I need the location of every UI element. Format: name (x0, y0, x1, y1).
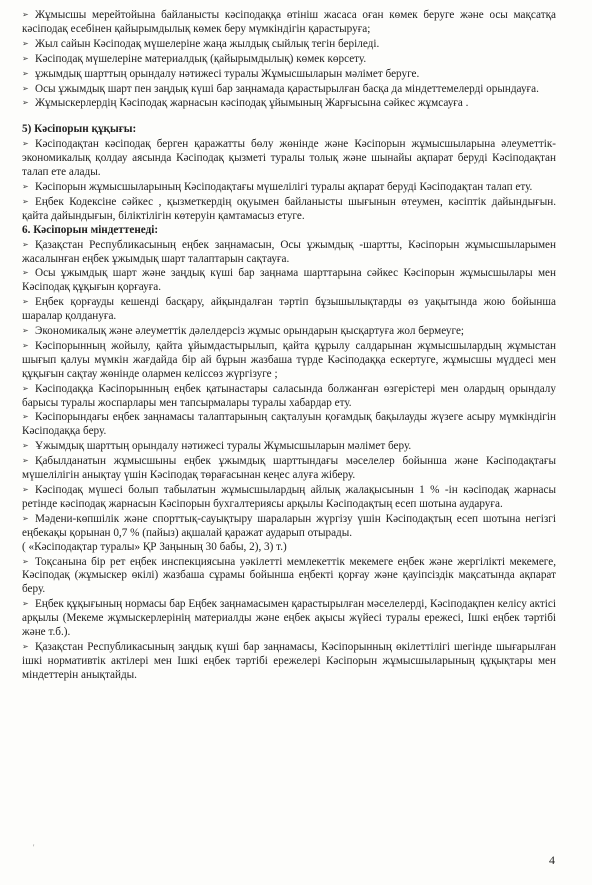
list-item-text: Экономикалық және әлеуметтік дәлелдерсіз жұмыс орындарын қысқартуға жол бермеуге; (35, 325, 465, 338)
list-item-text: Кәсіподақтан кәсіподақ берген қаражатты бөлу жөнінде және Кәсіпорын жұмысшыларына әлеуметтік-экономикалық қолдау аясында Кәсіподақ қызметі туралы толық және шынайы ақпарат беруді Кәсіподақтан талап ете алады. (22, 138, 556, 179)
bullet-arrow-icon: ➢ (22, 556, 29, 566)
bullet-arrow-icon: ➢ (22, 68, 29, 78)
section-5-list (22, 137, 556, 223)
bullet-arrow-icon: ➢ (22, 485, 29, 494)
list-item-text: Қабылданатын жұмысшыны еңбек ұжымдық шарттындағы мәселелер бойынша және Кәсіподақтағы мүшелілігін анықтау үшін Кәсіподақ төрағасынан кеңес алуға жіберу. (22, 455, 556, 482)
list-item-text: Кәсіпорынның жойылу, қайта ұйымдастырылып, қайта құрылу салдарынан жұмысшылардың жұмыстан шығып қалуы мүмкін жағдайда бір ай бұрын жазбаша түрде Кәсіподаққа ескертуге, жұмысшы мүддесі мен құқығын сақтау жөнінде олармен келіссөз жүргізуге ; (22, 339, 556, 380)
bullet-arrow-icon: ➢ (22, 441, 29, 451)
list-item (22, 8, 556, 37)
list-item (22, 439, 556, 454)
list-item-text: Жұмысшы мерейтойына байланысты кәсіподаққа өтініш жасаса оған көмек беруге және осы мақсатқа кәсіподақ есебінен қайырымдылық көмек беру мүмкіндігін қарастыруға; (22, 9, 556, 35)
list-item (22, 96, 556, 111)
list-item-text: Жыл сайын Кәсіподақ мүшелеріне жаңа жылдық сыйлық тегін беріледі. (35, 37, 380, 50)
bullet-arrow-icon: ➢ (22, 599, 29, 609)
section-6-list-continued (22, 555, 556, 683)
list-item (22, 597, 556, 640)
page-number: 4 (549, 853, 555, 867)
list-item-text: ұжымдық шарттың орындалу нәтижесі туралы Жұмысшыларын мәлімет беруге. (35, 67, 420, 80)
list-item-text: Кәсіподақ мүшесі болып табылатын жұмысшылардың айлық жалақысынын 1 % -ін кәсіподақ жарнасы ретінде кәсіподақ жарнасын Кәсіпорын бухгалтериясы арқылы Кәсіподақтың есеп шотына аударуға. (22, 484, 556, 510)
list-item-text: Еңбек Кодексіне сәйкес , қызметкердің оқуымен байланысты шығынын өтеумен, кәсіптік дайындығын. қайта дайындығын, біліктілігін көтеруін қамтамасыз етуге. (22, 195, 556, 222)
list-item (22, 483, 556, 512)
bullet-arrow-icon: ➢ (22, 340, 29, 350)
list-item-text: Осы ұжымдық шарт пен заңдық күші бар заңнамада қарастырылған басқа да міндеттемелерді орындауға. (35, 82, 539, 95)
list-item (22, 640, 556, 683)
list-item (22, 339, 556, 382)
bullet-arrow-icon: ➢ (22, 641, 29, 651)
list-item (22, 382, 556, 411)
list-item (22, 52, 556, 67)
list-item-text: Осы ұжымдық шарт және заңдық күші бар заңнама шарттарына сәйкес Кәсіпорын жұмысшылары мен Кәсіподақ құқығын қорғауға. (22, 267, 556, 294)
bullet-arrow-icon: ➢ (22, 412, 29, 422)
list-item (22, 410, 556, 439)
list-item-text: Еңбек қорғауды кешенді басқару, айқындалған тәртіп бұзышылықтарды өз уақытында жою бойынша шаралар қолдануға. (22, 296, 556, 323)
list-item (22, 454, 556, 483)
bullet-arrow-icon: ➢ (22, 83, 29, 93)
bullet-arrow-icon: ➢ (22, 10, 29, 19)
list-item (22, 37, 556, 52)
list-item (22, 180, 556, 195)
bullet-arrow-icon: ➢ (22, 196, 29, 206)
list-item-text: Ұжымдық шарттың орындалу нәтижесі туралы Жұмысшыларын мәлімет беру. (35, 440, 412, 453)
list-item-text: Қазақстан Республикасының еңбек заңнамасын, Осы ұжымдық -шартты, Кәсіпорын жұмысшыларымен жасалынған еңбек ұжымдық шарт талаптарын сақтауға. (22, 238, 556, 265)
list-item-text: Еңбек құқығының нормасы бар Еңбек заңнамасымен қарастырылған мәселелерді, Кәсіподақпен келісу актісі арқылы (Мекеме жұмыскерлерінің материалды және еңбек ақысы жүйесі туралы ережесі, Ішкі еңбек тәртібі және т.б.). (22, 598, 556, 639)
section-6-heading: 6. Кәсіпорын міндеттенеді: (22, 223, 159, 236)
list-item-text: Кәсіпорын жұмысшыларының Кәсіподақтағы мүшелілігі туралы ақпарат беруді Кәсіподақтан талап ету. (35, 180, 533, 193)
section-5-heading: 5) Кәсіпорын құқығы: (22, 123, 137, 136)
list-item (22, 324, 556, 339)
list-item-text: Кәсіподақ мүшелеріне материалдық (қайырымдылық) көмек көрсету. (35, 52, 367, 65)
bullet-arrow-icon: ➢ (22, 513, 29, 523)
bullet-arrow-icon: ➢ (22, 297, 29, 307)
list-item (22, 295, 556, 324)
document-body (22, 8, 556, 683)
bullet-arrow-icon: ➢ (22, 53, 29, 63)
section-6-list (22, 238, 556, 541)
law-reference: ( «Кәсіподақтар туралы» ҚР Заңының 30 бабы, 2), 3) т.) (22, 540, 287, 553)
list-item-text: Тоқсанына бір рет еңбек инспекциясына уәкілетті мемлекеттік мекемеге еңбек және жергілікті мекемеге, Кәсіподақ (жұмыскер өкілі) жазбаша сұрамы бойынша еңбекті қорғау және қауіпсіздік мақсатында ақпарат беру. (22, 555, 556, 596)
list-item-text: Қазақстан Республикасының заңдық күші бар заңнамасы, Кәсіпорынның өкілеттілігі шегінде шығарылған ішкі нормативтік актілері мен Ішкі еңбек тәртібі ережелері Кәсіпорын жұмысшыларының құқықтары мен міндеттерін анықтайды. (22, 640, 556, 681)
bullet-arrow-icon: ➢ (22, 98, 29, 108)
list-item-text: Кәсіпорындағы еңбек заңнамасы талаптарының сақталуын қоғамдық бақылауды жүзеге асыру мүмкіндігін Кәсіподаққа беру. (22, 411, 556, 438)
section-gap (22, 111, 556, 123)
list-item-text: Кәсіподаққа Кәсіпорынның еңбек қатынастары саласында болжанған өзгерістері мен олардың орындалу барысы туралы жоспарлары мен тапсырмалары туралы хабардар ету. (22, 382, 556, 409)
list-item (22, 195, 556, 224)
bullet-arrow-icon: ➢ (22, 383, 29, 393)
list-item (22, 266, 556, 295)
list-item (22, 238, 556, 267)
bullet-arrow-icon: ➢ (22, 38, 29, 48)
list-item (22, 82, 556, 97)
bullet-arrow-icon: ➢ (22, 326, 29, 336)
list-item (22, 67, 556, 82)
bullet-arrow-icon: ➢ (22, 239, 29, 249)
section-4-list (22, 8, 556, 111)
bullet-arrow-icon: ➢ (22, 268, 29, 278)
list-item-text: Мәдени-көпшілік және спорттық-сауықтыру шараларын жүргізу үшін Кәсіподақтың есеп шотына негізгі еңбекақы қорынан 0,7 % (пайыз) ақшалай қаражат аударып отырады. (22, 512, 556, 539)
bullet-arrow-icon: ➢ (22, 181, 29, 191)
scan-mark: ' (33, 843, 35, 852)
list-item (22, 512, 556, 541)
list-item (22, 555, 556, 598)
list-item-text: Жұмыскерлердің Кәсіподақ жарнасын кәсіподақ ұйымының Жарғысына сәйкес жұмсауға . (35, 97, 469, 110)
bullet-arrow-icon: ➢ (22, 139, 29, 149)
list-item (22, 137, 556, 180)
bullet-arrow-icon: ➢ (22, 456, 29, 466)
